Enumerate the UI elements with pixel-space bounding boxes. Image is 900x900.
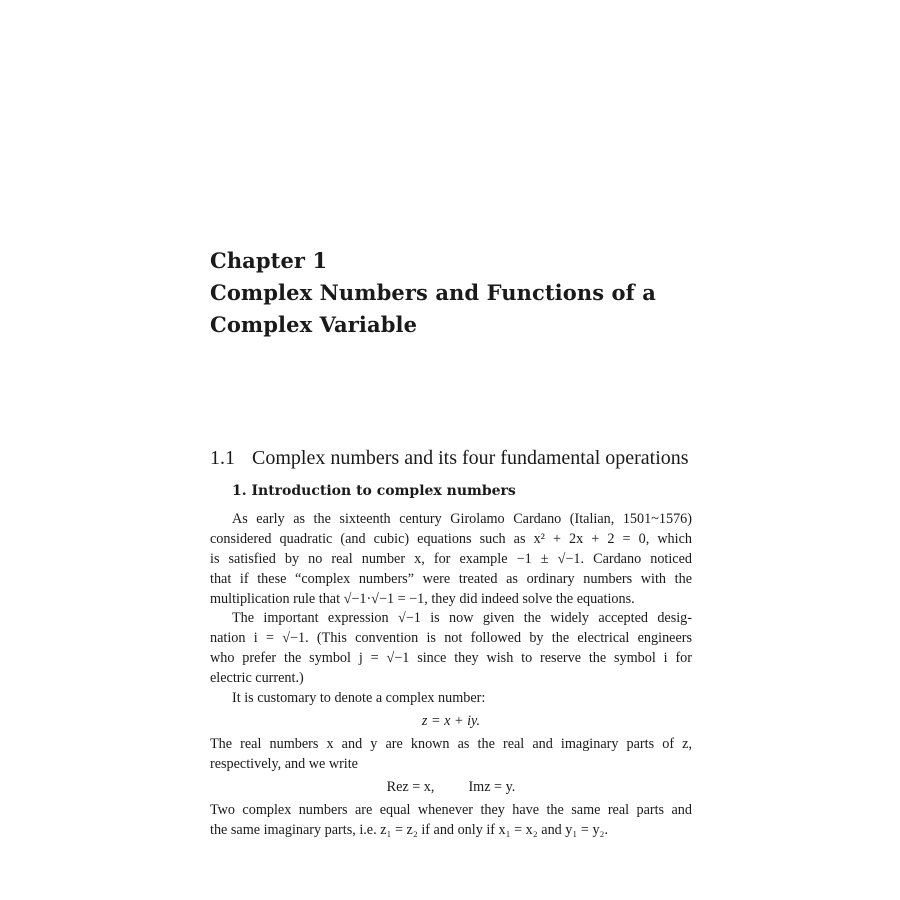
chapter-title-line1: Complex Numbers and Functions of a — [210, 280, 656, 305]
chapter-heading — [210, 245, 770, 341]
section-title: Complex numbers and its four fundamental operations — [252, 447, 689, 469]
paragraph1-line: As early as the sixteenth century Girolamo Cardano (Italian, 1501~1576) — [232, 511, 692, 527]
equation-im: Imz = y. — [468, 778, 516, 795]
paragraph2-line: electric current.) — [210, 670, 304, 687]
chapter-title-line2: Complex Variable — [210, 312, 418, 337]
paragraph2-line: nation i = √−1. (This convention is not followed by the electrical engineers — [210, 630, 692, 647]
paragraph2-line: The important expression √−1 is now given the widely accepted desig- — [232, 610, 692, 627]
paragraph3: It is customary to denote a complex number: — [232, 690, 486, 707]
paragraph5-line: the same imaginary parts, i.e. z₁ = z₂ if and only if x₁ = x₂ and y₁ = y₂. — [210, 821, 609, 838]
equation-re-im — [210, 775, 692, 801]
equation-re: Rez = x, — [386, 778, 435, 795]
equation-z: z = x + iy. — [421, 712, 481, 729]
body-text — [210, 510, 692, 840]
section-number: 1.1 — [210, 447, 235, 469]
paragraph5-line: Two complex numbers are equal whenever they have the same real parts and — [210, 801, 692, 818]
section-heading — [210, 445, 710, 471]
subsection-heading: 1. Introduction to complex numbers — [232, 483, 516, 499]
paragraph1-line: that if these “complex numbers” were treated as ordinary numbers with the — [210, 570, 692, 587]
paragraph2-line: who prefer the symbol j = √−1 since they wish to reserve the symbol i for — [210, 650, 692, 667]
paragraph4-line: The real numbers x and y are known as the real and imaginary parts of z, — [210, 735, 692, 752]
paragraph4-line: respectively, and we write — [210, 755, 358, 772]
paragraph1-line: multiplication rule that √−1·√−1 = −1, they did indeed solve the equations. — [210, 590, 635, 607]
chapter-label: Chapter 1 — [210, 248, 328, 273]
paragraph1-line: considered quadratic (and cubic) equations such as x² + 2x + 2 = 0, which — [210, 530, 692, 547]
paragraph1-line: is satisfied by no real number x, for example −1 ± √−1. Cardano noticed — [210, 550, 692, 567]
